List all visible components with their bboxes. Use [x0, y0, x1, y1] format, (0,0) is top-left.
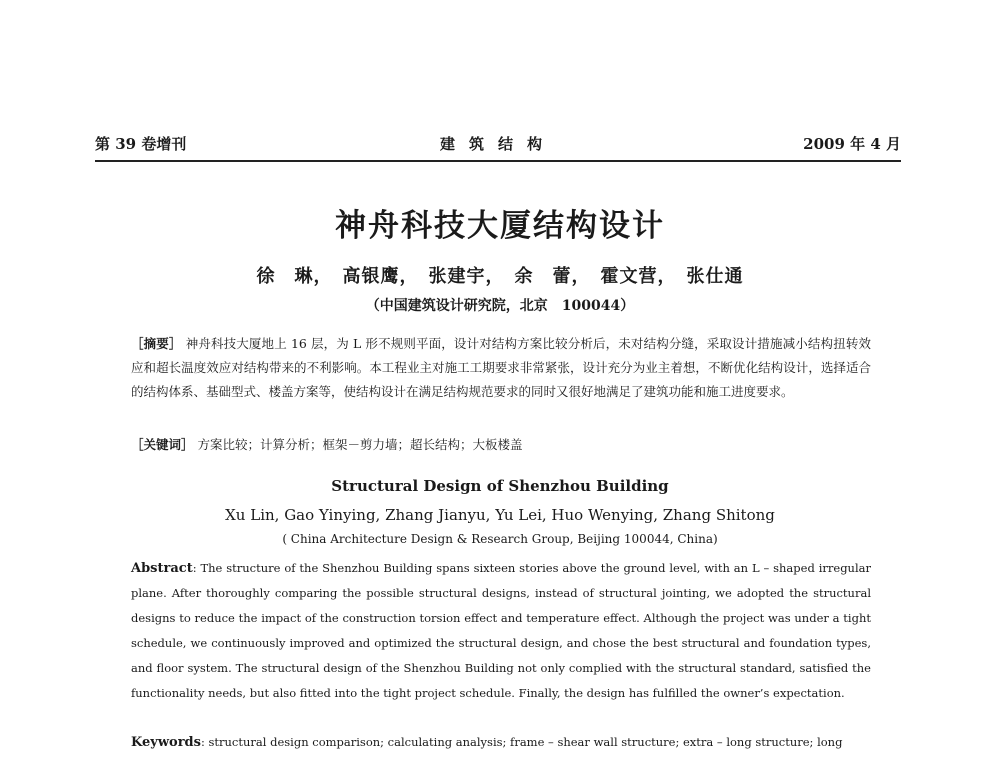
chinese-affiliation: （中国建筑设计研究院，北京 100044） [365, 298, 635, 314]
english-keywords-text: : structural design comparison; calculating analysis; frame – shear wall structure; extra – long structure; long [200, 735, 843, 749]
chinese-abstract [131, 332, 871, 404]
english-abstract-label: Abstract [131, 561, 193, 576]
running-header [95, 131, 901, 155]
english-abstract [131, 556, 871, 706]
chinese-keywords-label: ［关键词］ [131, 437, 194, 452]
chinese-keywords [131, 435, 871, 455]
chinese-title: 神舟科技大厦结构设计 [335, 208, 665, 244]
header-rule [95, 160, 901, 162]
english-title: Structural Design of Shenzhou Building [331, 477, 669, 495]
chinese-abstract-label: ［摘要］ [131, 336, 182, 351]
journal-name: 建筑结构 [439, 135, 556, 153]
volume-label: 第 39 卷增刊 [95, 135, 187, 153]
english-keywords-label: Keywords [131, 735, 201, 750]
chinese-keywords-text: 方案比较；计算分析；框架－剪力墙；超长结构；大板楼盖 [197, 437, 523, 452]
english-abstract-text: : The structure of the Shenzhou Building spans sixteen stories above the ground level, with an L – shaped irregular plane. After thoroughly comparing the possible structural designs, instead of structural jointing, we adopted the structural designs to reduce the impact of the construction torsion effect and temperature effect. Although the project was under a tight schedule, we continuously improved and optimized the structural design, and chose the best structural and foundation types, and floor system. The structural design of the Shenzhou Building not only complied with the structural standard, satisfied the functionality needs, but also fitted into the tight project schedule. Finally, the design has fulfilled the owner’s expectation. [131, 561, 871, 700]
issue-date: 2009 年 4 月 [803, 135, 901, 153]
chinese-authors: 徐 琳， 高银鹰， 张建宇， 余 蕾， 霍文营， 张仕通 [256, 266, 744, 287]
chinese-abstract-text: 神舟科技大厦地上 16 层，为 L 形不规则平面，设计对结构方案比较分析后，未对结构分缝，采取设计措施减小结构扭转效应和超长温度效应对结构带来的不利影响。本工程业主对施工工期要求非常紧张，设计充分为业主着想，不断优化结构设计，选择适合的结构体系、基础型式、楼盖方案等，使结构设计在满足结构规范要求的同时又很好地满足了建筑功能和施工进度要求。 [131, 336, 871, 399]
english-affiliation: ( China Architecture Design & Research Group, Beijing 100044, China) [282, 532, 718, 546]
english-keywords [131, 732, 891, 753]
english-authors: Xu Lin, Gao Yinying, Zhang Jianyu, Yu Lei, Huo Wenying, Zhang Shitong [225, 506, 775, 524]
